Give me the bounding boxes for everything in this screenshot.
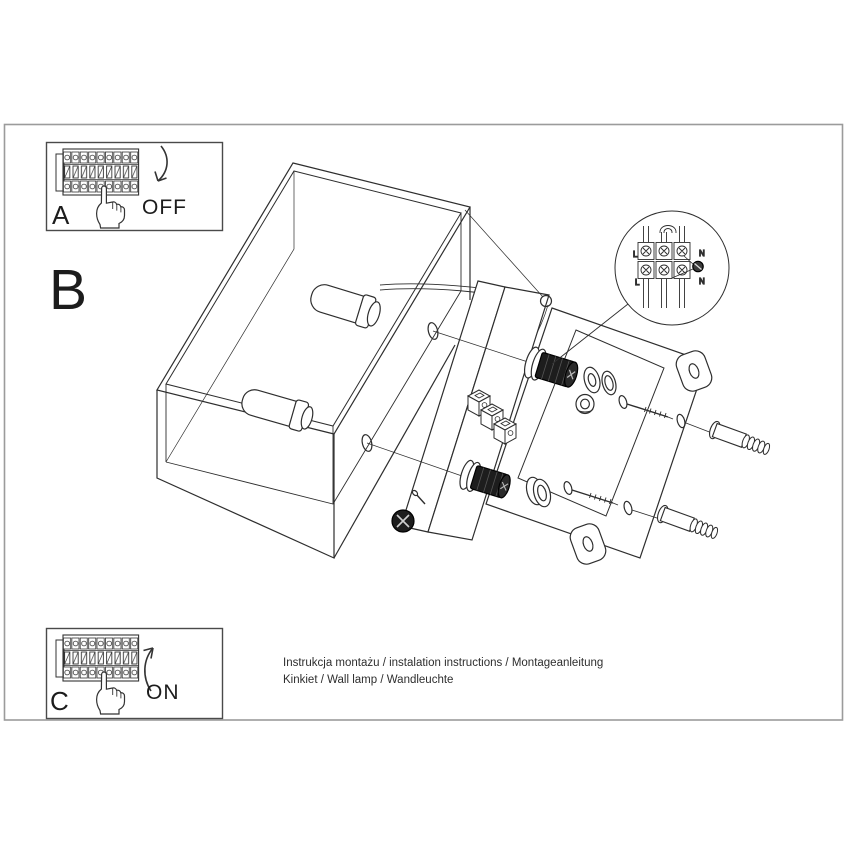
panel-c-state-on: ON	[146, 681, 180, 704]
breaker-panel-icon	[56, 149, 139, 195]
wire-label-n-bottom: N	[699, 277, 705, 286]
footer-caption-line1: Instrukcja montażu / instalation instructions / Montageanleitung	[283, 657, 604, 669]
wire-label-l-bottom: L	[635, 278, 640, 287]
footer-caption-line2: Kinkiet / Wall lamp / Wandleuchte	[283, 674, 454, 686]
breaker-panel-icon	[56, 635, 139, 681]
panel-a-label: A	[52, 200, 70, 230]
wire-label-l-top: L	[633, 250, 638, 259]
panel-c-label: C	[50, 686, 69, 716]
wire-label-n-top: N	[699, 249, 705, 258]
panel-a-step	[47, 143, 223, 231]
step-b-label: B	[49, 258, 88, 322]
panel-a-state-off: OFF	[142, 196, 187, 219]
panel-c-step	[47, 629, 223, 719]
